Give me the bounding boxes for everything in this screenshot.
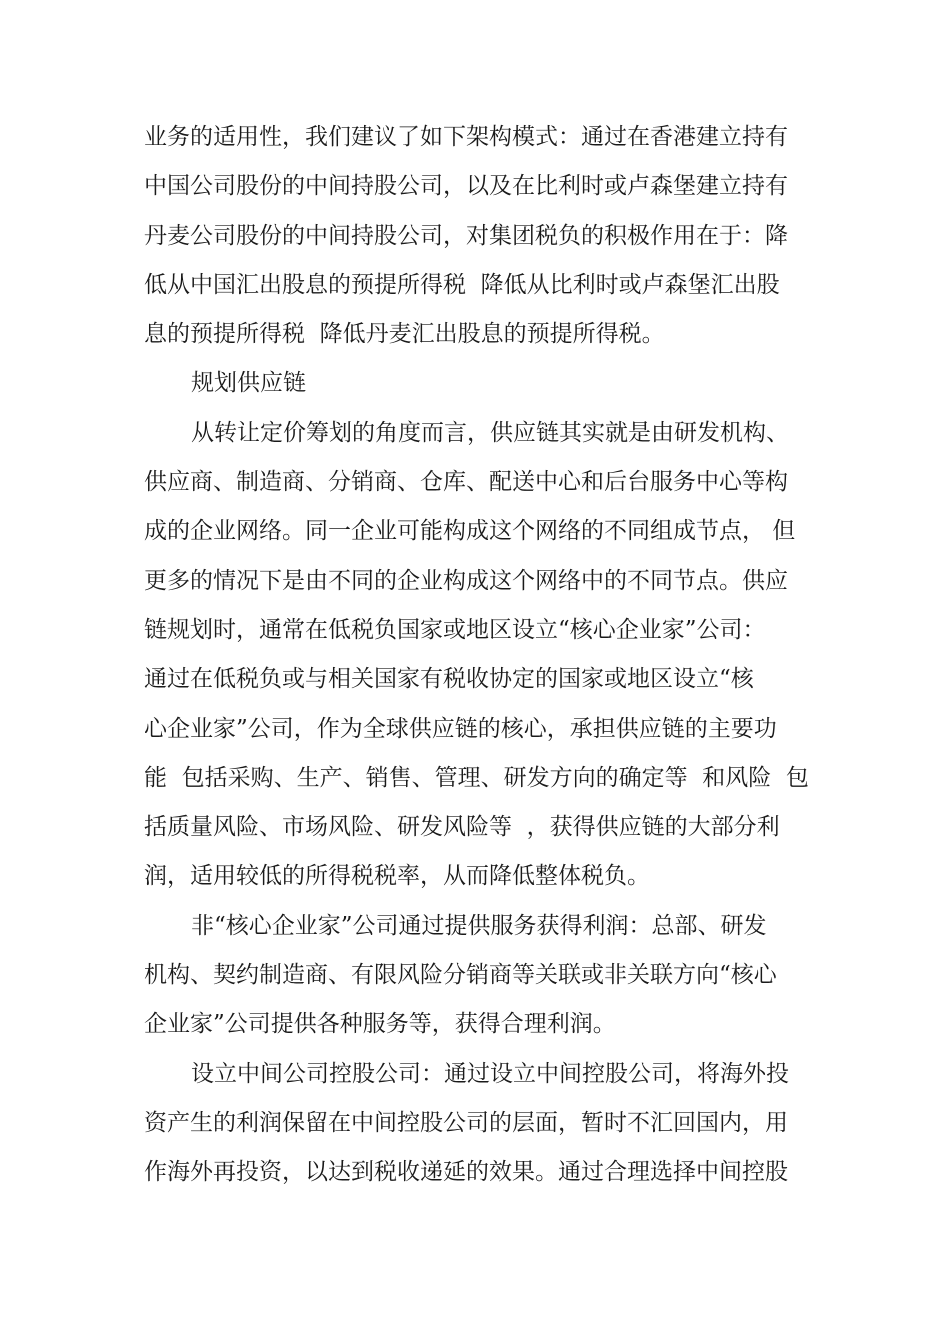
- section-heading: 规划供应链: [191, 370, 306, 397]
- text-line: 能 包括采购、生产、销售、管理、研发方向的确定等 和风险 包: [144, 764, 809, 791]
- text-line: 机构、契约制造商、有限风险分销商等关联或非关联方向“核心: [144, 962, 777, 989]
- text-line: 心企业家”公司，作为全球供应链的核心，承担供应链的主要功: [144, 715, 777, 742]
- paragraph-intermediate-holding: [144, 1050, 814, 1198]
- text-line: 业务的适用性，我们建议了如下架构模式：通过在香港建立持有: [144, 124, 788, 150]
- text-line: 息的预提所得税 降低丹麦汇出股息的预提所得税。: [144, 321, 665, 348]
- text-line: 作海外再投资，以达到税收递延的效果。通过合理选择中间控股: [144, 1159, 788, 1186]
- text-line: 设立中间公司控股公司：通过设立中间控股公司，将海外投: [191, 1060, 789, 1087]
- paragraph-non-core-entrepreneur: [144, 902, 814, 1050]
- paragraph-supply-chain: [144, 409, 814, 902]
- text-line: 供应商、制造商、分销商、仓库、配送中心和后台服务中心等构: [144, 469, 788, 496]
- section-heading-supply-chain: [144, 359, 814, 408]
- text-line: 资产生的利润保留在中间控股公司的层面，暂时不汇回国内，用: [144, 1109, 788, 1136]
- text-line: 从转让定价筹划的角度而言，供应链其实就是由研发机构、: [191, 419, 789, 446]
- text-line: 润，适用较低的所得税税率，从而降低整体税负。: [144, 863, 650, 890]
- text-line: 成的企业网络。同一企业可能构成这个网络的不同组成节点， 但: [144, 518, 796, 545]
- text-line: 链规划时，通常在低税负国家或地区设立“核心企业家”公司：: [144, 616, 766, 643]
- text-line: 中国公司股份的中间持股公司，以及在比利时或卢森堡建立持有: [144, 173, 788, 200]
- text-line: 非“核心企业家”公司通过提供服务获得利润：总部、研发: [191, 912, 767, 939]
- text-line: 更多的情况下是由不同的企业构成这个网络中的不同节点。供应: [144, 567, 788, 594]
- text-line: 括质量风险、市场风险、研发风险等 ，获得供应链的大部分利: [144, 814, 780, 841]
- paragraph-holding-structure: [144, 113, 814, 359]
- text-line: 丹麦公司股份的中间持股公司，对集团税负的积极作用在于：降: [144, 222, 788, 249]
- text-line: 低从中国汇出股息的预提所得税 降低从比利时或卢森堡汇出股: [144, 271, 780, 298]
- document-body: [144, 113, 814, 1198]
- text-line: 企业家”公司提供各种服务等，获得合理利润。: [144, 1011, 616, 1038]
- text-line: 通过在低税负或与相关国家有税收协定的国家或地区设立“核: [144, 666, 754, 693]
